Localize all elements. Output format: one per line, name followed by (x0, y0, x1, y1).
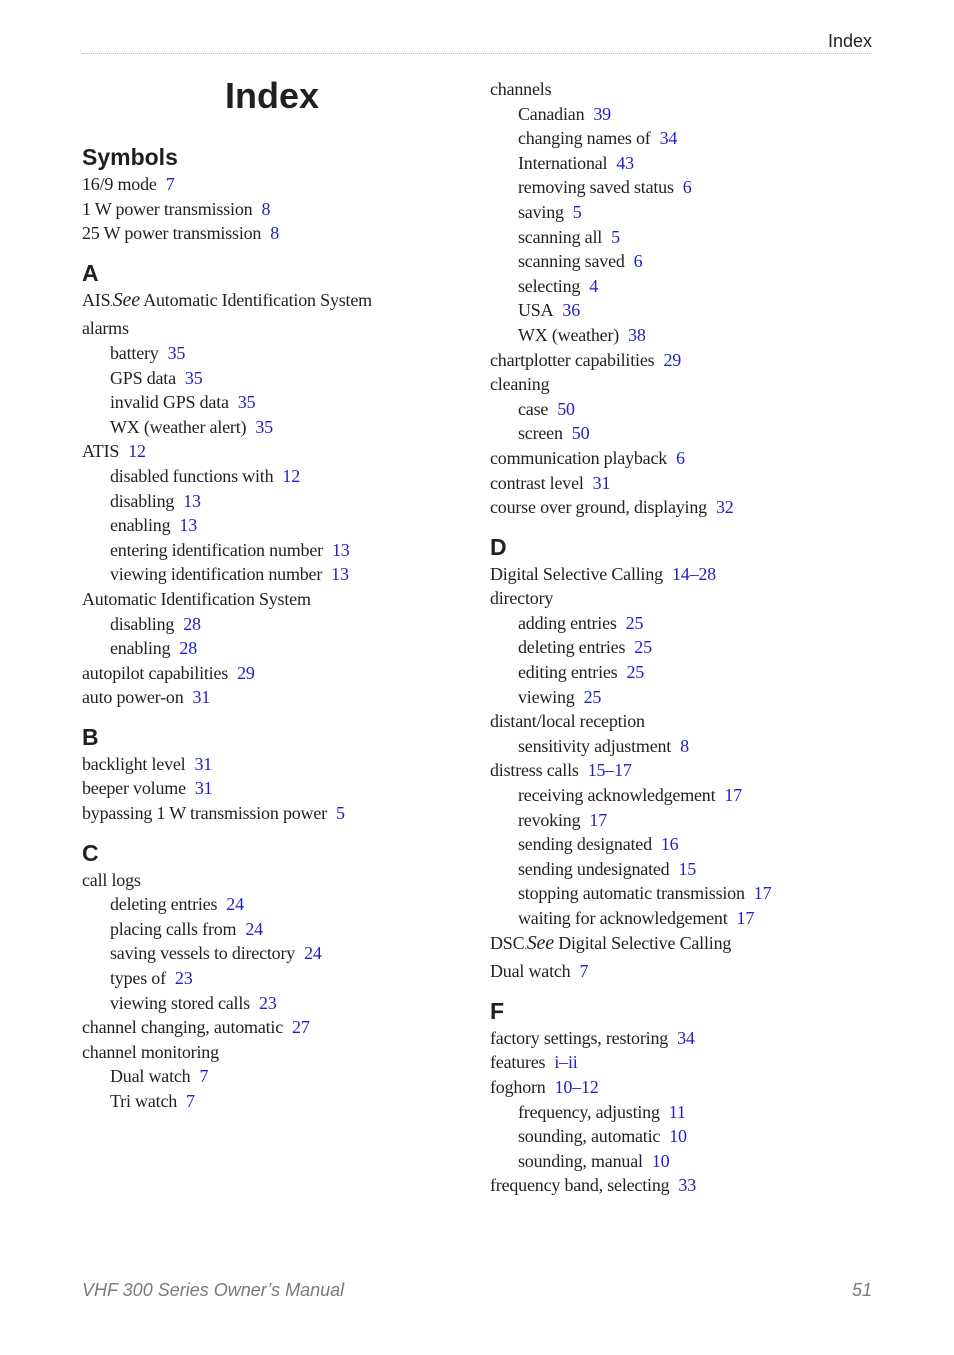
index-term: invalid GPS data (110, 392, 229, 413)
page-link[interactable]: 7 (199, 1066, 209, 1087)
index-subentry (490, 323, 890, 348)
index-subentry (490, 685, 890, 710)
index-term: case (518, 398, 549, 419)
page-link[interactable]: 34 (677, 1027, 695, 1048)
index-term: sounding, automatic (518, 1126, 661, 1147)
page-link[interactable]: 39 (593, 103, 611, 124)
see-separator: . (110, 297, 113, 309)
page-link[interactable]: 5 (572, 201, 582, 222)
index-subentry (82, 341, 482, 366)
index-subentry (82, 966, 482, 991)
index-term: frequency band, selecting (490, 1175, 670, 1196)
page-link[interactable]: 28 (179, 638, 197, 659)
page-link[interactable]: 50 (557, 398, 575, 419)
index-entry (82, 221, 482, 246)
page-link[interactable]: 28 (183, 613, 201, 634)
page-link[interactable]: 13 (331, 564, 349, 585)
page-link[interactable]: 31 (592, 472, 611, 493)
index-term: USA (518, 300, 554, 321)
page-link[interactable]: 23 (258, 992, 277, 1013)
index-term: call logs (82, 869, 141, 890)
index-term: saving (518, 201, 564, 222)
page-link[interactable]: 43 (616, 152, 634, 173)
page-link[interactable]: 35 (255, 416, 273, 437)
section-heading-c: C (82, 839, 99, 866)
page-link[interactable]: 10 (669, 1126, 687, 1147)
index-term: backlight level (82, 753, 186, 774)
page-link[interactable]: 4 (589, 275, 598, 296)
index-entry (490, 77, 890, 102)
index-subentry (490, 906, 890, 931)
index-subentry (490, 660, 890, 685)
section-heading-d: D (490, 533, 507, 560)
index-term: battery (110, 342, 159, 363)
index-subentry (490, 1149, 890, 1174)
index-term: ATIS (82, 441, 120, 462)
page-link[interactable]: 24 (245, 918, 263, 939)
index-subentry (490, 783, 890, 808)
index-entry (490, 586, 890, 611)
page-link[interactable]: 8 (680, 735, 689, 756)
index-term: Dual watch (490, 961, 571, 982)
index-term: sensitivity adjustment (518, 735, 672, 756)
index-term: changing names of (518, 128, 651, 149)
index-term: enabling (110, 515, 171, 536)
page-link[interactable]: 31 (194, 778, 213, 799)
index-subentry (490, 274, 890, 299)
index-entry (82, 1015, 482, 1040)
index-subentry (490, 200, 890, 225)
page-link[interactable]: 24 (226, 894, 244, 915)
index-term: revoking (518, 809, 581, 830)
index-term: WX (weather alert) (110, 416, 247, 437)
page-link[interactable]: 17 (753, 883, 772, 904)
index-column-right (490, 77, 890, 1198)
page-link[interactable]: 10–12 (554, 1076, 599, 1097)
index-term: adding entries (518, 612, 617, 633)
page-link[interactable]: 5 (335, 803, 345, 824)
index-term: disabled functions with (110, 465, 274, 486)
index-term: DSC (490, 932, 525, 953)
index-term: distress calls (490, 760, 579, 781)
page-link[interactable]: 13 (331, 539, 350, 560)
index-entry (82, 801, 482, 826)
index-subentry (490, 635, 890, 660)
page-link[interactable]: 17 (724, 785, 743, 806)
index-term: disabling (110, 490, 175, 511)
index-term: Tri watch (110, 1091, 178, 1111)
index-entry (490, 1050, 890, 1075)
index-entry (490, 562, 890, 587)
index-subentry (82, 1089, 482, 1114)
index-entry (490, 1026, 890, 1051)
index-subentry (490, 611, 890, 636)
index-term: sending designated (518, 834, 652, 855)
index-entry (490, 471, 890, 496)
index-subentry (82, 892, 482, 917)
footer-page-number: 51 (851, 1280, 872, 1300)
page-link[interactable]: 17 (736, 908, 755, 928)
index-term: WX (weather) (518, 324, 620, 345)
running-head: Index (827, 31, 872, 51)
see-reference-label: See (526, 931, 554, 954)
index-term: beeper volume (82, 778, 186, 799)
index-subentry (82, 562, 482, 587)
index-term: frequency, adjusting (518, 1101, 660, 1122)
page-link[interactable]: 25 (583, 686, 602, 707)
index-term: disabling (110, 613, 175, 634)
index-entry (490, 1075, 890, 1100)
index-term: alarms (82, 318, 129, 339)
index-term: communication playback (490, 447, 668, 468)
page-link[interactable]: 15–17 (587, 760, 632, 781)
index-entry (490, 758, 890, 783)
page-link[interactable]: 35 (184, 367, 203, 388)
index-term: scanning saved (518, 251, 625, 272)
index-subentry (82, 636, 482, 661)
page-link[interactable]: 29 (237, 662, 255, 683)
index-term: selecting (518, 275, 581, 296)
index-entry (82, 316, 482, 341)
page-link[interactable]: 7 (165, 174, 175, 194)
index-term: distant/local reception (490, 711, 645, 732)
index-subentry (490, 102, 890, 127)
index-entry (82, 1040, 482, 1065)
index-term: bypassing 1 W transmission power (82, 803, 327, 824)
index-term: Digital Selective Calling (490, 563, 663, 584)
index-term: screen (518, 423, 563, 444)
index-term: viewing (518, 686, 575, 707)
index-term: contrast level (490, 472, 584, 493)
section-heading-a: A (82, 259, 99, 286)
page-link[interactable]: 14–28 (671, 563, 716, 584)
index-entry (82, 172, 482, 197)
page-link[interactable]: 13 (179, 515, 197, 536)
index-entry (82, 587, 482, 612)
index-subentry (82, 1064, 482, 1089)
section-heading-f: F (490, 997, 505, 1024)
page-link[interactable]: 31 (194, 753, 213, 774)
index-subentry (82, 489, 482, 514)
page-link[interactable]: i–ii (554, 1052, 578, 1073)
index-entry (490, 348, 890, 373)
page-link[interactable]: 5 (611, 226, 620, 247)
footer-manual-title: VHF 300 Series Owner’s Manual (82, 1280, 345, 1300)
index-term: placing calls from (110, 918, 237, 939)
index-entry (490, 959, 890, 984)
page-link[interactable]: 24 (304, 943, 322, 964)
index-subentry (82, 538, 482, 563)
index-term: deleting entries (110, 894, 218, 915)
index-subentry (82, 991, 482, 1016)
index-term: Dual watch (110, 1066, 191, 1087)
index-term: enabling (110, 638, 171, 659)
index-subentry (82, 917, 482, 942)
index-subentry (490, 1100, 890, 1125)
index-subentry (490, 421, 890, 446)
index-term: International (518, 152, 608, 173)
index-term: viewing identification number (110, 564, 323, 585)
index-subentry (490, 225, 890, 250)
index-entry (82, 288, 482, 317)
index-entry (82, 439, 482, 464)
see-separator: . (524, 940, 527, 952)
index-entry (82, 197, 482, 222)
index-subentry (82, 390, 482, 415)
index-term: chartplotter capabilities (490, 349, 655, 370)
page-link[interactable]: 33 (678, 1175, 697, 1196)
index-entry (82, 661, 482, 686)
index-term: AIS (82, 289, 111, 310)
index-term: viewing stored calls (110, 992, 250, 1013)
index-subentry (82, 415, 482, 440)
page-link[interactable]: 6 (676, 447, 685, 468)
header-rule (82, 53, 872, 54)
page-link[interactable]: 35 (167, 342, 186, 363)
page-link[interactable]: 50 (571, 423, 590, 444)
index-entry (490, 709, 890, 734)
page-link[interactable]: 15 (678, 858, 697, 879)
page-link[interactable]: 25 (626, 662, 645, 683)
index-term: editing entries (518, 662, 618, 683)
index-term: channels (490, 79, 552, 99)
index-term: saving vessels to directory (110, 943, 296, 964)
index-subentry (490, 151, 890, 176)
page-link[interactable]: 25 (625, 612, 644, 633)
index-entry (490, 931, 890, 960)
index-entry (82, 776, 482, 801)
page-link[interactable]: 13 (183, 490, 201, 511)
index-subentry (490, 397, 890, 422)
index-term: 16/9 mode (82, 174, 157, 194)
page-title: Index (224, 75, 320, 116)
index-term: channel changing, automatic (82, 1017, 284, 1038)
index-subentry (490, 126, 890, 151)
index-term: course over ground, displaying (490, 497, 707, 518)
index-term: 1 W power transmission (82, 198, 253, 219)
page-link[interactable]: 29 (663, 349, 682, 370)
index-term: directory (490, 588, 554, 609)
index-entry (490, 372, 890, 397)
index-term: features (490, 1052, 546, 1073)
index-term: foghorn (490, 1076, 546, 1097)
index-entry (82, 685, 482, 710)
index-term: factory settings, restoring (490, 1027, 669, 1048)
index-entry (82, 868, 482, 893)
index-column-left (82, 142, 482, 1114)
index-subentry (490, 857, 890, 882)
page-link[interactable]: 17 (589, 809, 607, 830)
index-term: removing saved status (518, 177, 674, 198)
page-link[interactable]: 38 (628, 324, 646, 345)
page-link[interactable]: 36 (562, 300, 581, 321)
index-entry (490, 446, 890, 471)
section-heading-symbols: Symbols (82, 144, 178, 170)
index-term: Canadian (518, 103, 585, 124)
page-link[interactable]: 27 (292, 1017, 310, 1038)
index-term: Automatic Identification System (82, 588, 311, 609)
page-link[interactable]: 6 (633, 251, 643, 272)
index-term: autopilot capabilities (82, 662, 229, 683)
page-link[interactable]: 31 (192, 687, 211, 708)
index-term: stopping automatic transmission (518, 883, 745, 904)
page-link[interactable]: 35 (237, 392, 256, 413)
page-link[interactable]: 8 (261, 198, 271, 219)
index-subentry (490, 881, 890, 906)
index-subentry (82, 941, 482, 966)
page-link[interactable]: 25 (634, 637, 652, 658)
index-term: deleting entries (518, 637, 626, 658)
index-entry (490, 495, 890, 520)
page-link[interactable]: 7 (186, 1091, 195, 1111)
index-term: channel monitoring (82, 1041, 219, 1062)
index-subentry (82, 612, 482, 637)
index-term: types of (110, 968, 166, 989)
see-reference-target: Digital Selective Calling (558, 932, 732, 953)
page-link[interactable]: 10 (651, 1150, 670, 1171)
index-term: GPS data (110, 367, 176, 388)
index-term: scanning all (518, 226, 603, 247)
index-term: auto power-on (82, 687, 184, 708)
section-heading-b: B (82, 723, 99, 750)
page-link[interactable]: 12 (128, 441, 146, 462)
index-subentry (490, 298, 890, 323)
index-entry (490, 1173, 890, 1198)
index-subentry (490, 734, 890, 759)
index-subentry (82, 464, 482, 489)
page-link[interactable]: 12 (282, 465, 300, 486)
index-entry (82, 752, 482, 777)
index-term: waiting for acknowledgement (518, 908, 728, 928)
index-subentry (82, 366, 482, 391)
page-link[interactable]: 34 (659, 128, 678, 149)
index-subentry (490, 1124, 890, 1149)
index-subentry (490, 249, 890, 274)
page-link[interactable]: 6 (682, 177, 692, 198)
page-link[interactable]: 16 (660, 834, 679, 855)
index-term: receiving acknowledgement (518, 785, 716, 806)
index-term: sounding, manual (518, 1150, 643, 1171)
index-subentry (490, 832, 890, 857)
index-subentry (82, 513, 482, 538)
page-link[interactable]: 8 (270, 223, 280, 244)
page-link[interactable]: 32 (715, 497, 734, 518)
index-term: sending undesignated (518, 858, 670, 879)
index-term: entering identification number (110, 539, 323, 560)
index-term: 25 W power transmission (82, 223, 262, 244)
page-link[interactable]: 11 (668, 1101, 686, 1122)
index-subentry (490, 808, 890, 833)
page-link[interactable]: 23 (174, 968, 193, 989)
index-subentry (490, 175, 890, 200)
index-term: cleaning (490, 374, 550, 395)
see-reference-target: Automatic Identification System (143, 289, 372, 310)
page-link[interactable]: 7 (579, 961, 589, 982)
see-reference-label: See (112, 288, 140, 311)
